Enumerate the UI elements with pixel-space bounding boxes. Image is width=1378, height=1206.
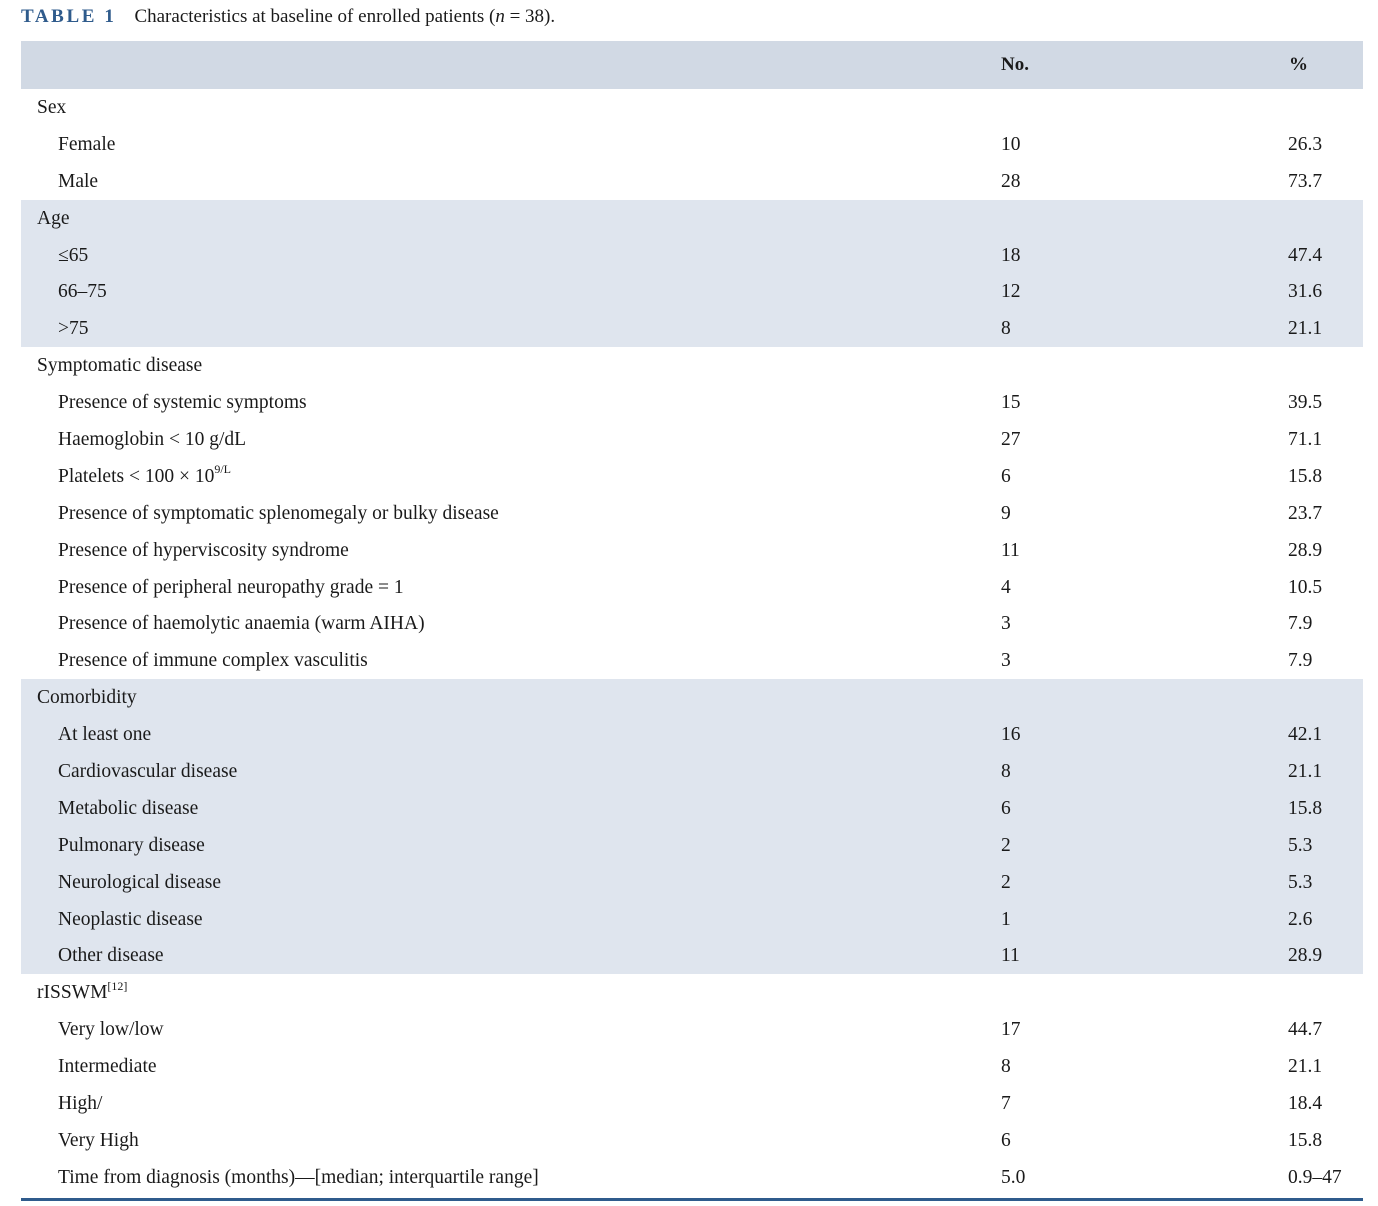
row-label-text: Platelets < 100 × 10 — [58, 465, 215, 487]
row-pct-cell: 15.8 — [1288, 797, 1323, 819]
row-label-text: Presence of symptomatic splenomegaly or bulky disease — [58, 502, 499, 524]
row-label-text: Cardiovascular disease — [58, 761, 238, 783]
table-row — [21, 1085, 1363, 1122]
row-label-text: Intermediate — [58, 1056, 157, 1078]
row-label-cell — [58, 1129, 139, 1153]
table-bottom-rule — [21, 1198, 1363, 1201]
row-label-text: Female — [58, 133, 116, 155]
header-pct-cell: % — [1289, 54, 1308, 75]
row-label-text: Neurological disease — [58, 871, 221, 893]
row-label-cell — [58, 502, 499, 526]
row-label-text: Pulmonary disease — [58, 834, 205, 856]
table-row — [21, 384, 1363, 421]
table-header-row — [21, 41, 1363, 89]
row-label-cell — [58, 1166, 539, 1190]
row-label-text: >75 — [58, 318, 89, 340]
table-group-row — [21, 679, 1363, 716]
table-row — [21, 1048, 1363, 1085]
row-no-cell: 1 — [1001, 908, 1011, 930]
row-label-cell — [58, 280, 107, 304]
row-no-cell: 4 — [1001, 576, 1011, 598]
row-no-cell: 12 — [1001, 281, 1021, 303]
table-row — [21, 753, 1363, 790]
row-label-cell — [37, 686, 137, 710]
row-label-text: At least one — [58, 724, 152, 746]
table-row — [21, 163, 1363, 200]
table-group-row — [21, 347, 1363, 384]
row-label-text: Haemoglobin < 10 g/dL — [58, 429, 247, 451]
row-label-cell — [58, 834, 205, 858]
row-label-text: Sex — [37, 97, 67, 118]
table-row — [21, 790, 1363, 827]
table-body — [21, 89, 1363, 1196]
row-no-cell: 7 — [1001, 1093, 1011, 1115]
row-label-cell — [37, 96, 66, 120]
row-no-cell: 6 — [1001, 465, 1011, 487]
row-pct-cell: 21.1 — [1288, 318, 1323, 340]
row-pct-cell: 15.8 — [1288, 465, 1323, 487]
row-pct-cell: 21.1 — [1288, 761, 1323, 783]
table-row — [21, 421, 1363, 458]
row-pct-cell: 28.9 — [1288, 945, 1323, 967]
row-label-text: Very low/low — [58, 1019, 164, 1041]
table-row — [21, 310, 1363, 347]
table-row — [21, 237, 1363, 274]
row-no-cell: 2 — [1001, 871, 1011, 893]
row-label-text: rISSWM — [37, 982, 108, 1004]
table-row — [21, 273, 1363, 310]
row-no-cell: 27 — [1001, 429, 1021, 451]
characteristics-table — [21, 41, 1363, 1201]
row-label-cell — [58, 944, 164, 968]
row-label-cell — [58, 1092, 102, 1116]
row-label-cell — [58, 391, 307, 415]
row-no-cell: 15 — [1001, 392, 1021, 414]
row-label-superscript: [12] — [107, 978, 128, 993]
table-row — [21, 605, 1363, 642]
row-label-text: Presence of immune complex vasculitis — [58, 650, 368, 672]
row-pct-cell: 7.9 — [1288, 613, 1313, 635]
row-label-cell — [37, 207, 70, 231]
row-pct-cell: 26.3 — [1288, 133, 1323, 155]
header-no-cell: No. — [1001, 54, 1029, 75]
row-no-cell: 16 — [1001, 724, 1021, 746]
row-no-cell: 10 — [1001, 133, 1021, 155]
row-label-cell — [58, 760, 237, 784]
row-no-cell: 11 — [1001, 945, 1020, 967]
table-row — [21, 716, 1363, 753]
row-pct-cell: 2.6 — [1288, 908, 1313, 930]
row-no-cell: 11 — [1001, 539, 1020, 561]
row-label-text: Comorbidity — [37, 687, 137, 709]
row-label-cell — [58, 1055, 157, 1079]
table-row — [21, 1011, 1363, 1048]
table-row — [21, 126, 1363, 163]
table-number: TABLE 1 — [21, 6, 117, 27]
row-label-text: Time from diagnosis (months)—[median; interquartile range] — [58, 1166, 539, 1188]
row-label-cell — [58, 462, 231, 489]
row-pct-cell: 23.7 — [1288, 502, 1323, 524]
table-row — [21, 1122, 1363, 1159]
row-no-cell: 5.0 — [1001, 1166, 1026, 1188]
row-no-cell: 28 — [1001, 170, 1021, 192]
row-no-cell: 8 — [1001, 318, 1011, 340]
table-row — [21, 864, 1363, 901]
row-label-superscript: 9/L — [214, 462, 231, 477]
table-group-row — [21, 89, 1363, 126]
row-label-text: Male — [58, 170, 99, 192]
table-row — [21, 569, 1363, 606]
row-label-text: Presence of peripheral neuropathy grade = 1 — [58, 576, 404, 598]
row-pct-cell: 10.5 — [1288, 576, 1323, 598]
row-label-cell — [58, 797, 198, 821]
row-no-cell: 18 — [1001, 244, 1021, 266]
table-group-row — [21, 974, 1363, 1011]
row-pct-cell: 44.7 — [1288, 1019, 1323, 1041]
row-no-cell: 17 — [1001, 1019, 1021, 1041]
row-pct-cell: 42.1 — [1288, 724, 1323, 746]
row-pct-cell: 5.3 — [1288, 834, 1313, 856]
row-label-cell — [58, 1018, 164, 1042]
row-pct-cell: 31.6 — [1288, 281, 1323, 303]
row-label-cell — [37, 978, 128, 1005]
row-pct-cell: 73.7 — [1288, 170, 1323, 192]
row-label-cell — [58, 170, 98, 194]
row-label-text: Very High — [58, 1129, 139, 1151]
row-pct-cell: 7.9 — [1288, 650, 1313, 672]
row-label-text: Age — [37, 207, 70, 229]
row-label-text: Presence of haemolytic anaemia (warm AIHA) — [58, 613, 425, 635]
row-label-text: Symptomatic disease — [37, 355, 203, 377]
row-label-cell — [58, 649, 368, 673]
row-pct-cell: 5.3 — [1288, 871, 1313, 893]
row-label-cell — [58, 317, 89, 341]
table-row — [21, 532, 1363, 569]
row-no-cell: 8 — [1001, 761, 1011, 783]
table-row — [21, 827, 1363, 864]
table-group-row — [21, 200, 1363, 237]
row-label-text: Neoplastic disease — [58, 908, 203, 930]
row-pct-cell: 0.9–47 — [1288, 1166, 1342, 1188]
row-pct-cell: 21.1 — [1288, 1056, 1323, 1078]
row-label-cell — [58, 908, 203, 932]
row-pct-cell: 47.4 — [1288, 244, 1323, 266]
row-label-text: Presence of hyperviscosity syndrome — [58, 539, 349, 561]
row-no-cell: 3 — [1001, 613, 1011, 635]
row-pct-cell: 28.9 — [1288, 539, 1323, 561]
row-pct-cell: 15.8 — [1288, 1129, 1323, 1151]
row-no-cell: 6 — [1001, 797, 1011, 819]
table-row — [21, 642, 1363, 679]
row-pct-cell: 18.4 — [1288, 1093, 1323, 1115]
row-label-text: High/ — [58, 1093, 103, 1115]
row-label-cell — [58, 576, 404, 600]
table-row — [21, 901, 1363, 938]
row-label-text: ≤65 — [58, 244, 89, 266]
row-label-cell — [58, 539, 349, 563]
row-label-text: Other disease — [58, 945, 164, 967]
row-label-cell — [37, 354, 202, 378]
table-caption — [21, 4, 555, 30]
row-label-cell — [58, 612, 425, 636]
row-label-cell — [58, 871, 221, 895]
table-row — [21, 1159, 1363, 1196]
row-label-cell — [58, 428, 246, 452]
row-label-text: Presence of systemic symptoms — [58, 392, 307, 414]
row-label-text: 66–75 — [58, 281, 107, 303]
table-row — [21, 458, 1363, 495]
row-no-cell: 8 — [1001, 1056, 1011, 1078]
row-pct-cell: 39.5 — [1288, 392, 1323, 414]
caption-n-symbol: n — [495, 6, 505, 27]
row-label-cell — [58, 133, 115, 157]
table-row — [21, 937, 1363, 974]
row-label-cell — [58, 244, 88, 268]
row-no-cell: 2 — [1001, 834, 1011, 856]
caption-text-before: Characteristics at baseline of enrolled patients ( — [134, 6, 496, 27]
caption-text-after: = 38). — [504, 6, 556, 27]
row-label-text: Metabolic disease — [58, 797, 199, 819]
row-no-cell: 9 — [1001, 502, 1011, 524]
row-pct-cell: 71.1 — [1288, 429, 1323, 451]
table-row — [21, 495, 1363, 532]
row-label-cell — [58, 723, 151, 747]
row-no-cell: 6 — [1001, 1129, 1011, 1151]
row-no-cell: 3 — [1001, 650, 1011, 672]
